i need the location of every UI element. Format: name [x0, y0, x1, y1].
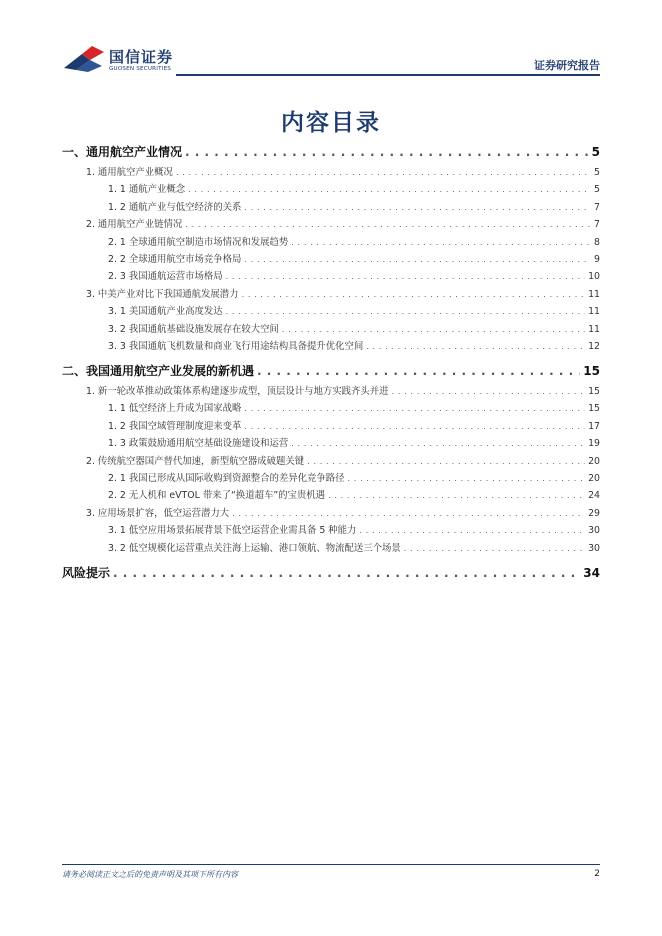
toc-leader-dots [185, 220, 591, 229]
toc-leader-dots [188, 185, 591, 194]
toc-entry-page: 9 [594, 254, 600, 265]
guosen-logo-icon [62, 44, 106, 74]
footer-divider [62, 864, 600, 865]
toc-entry-title: 二、我国通用航空产业发展的新机遇 [62, 364, 255, 378]
toc-entry-page: 10 [588, 271, 600, 283]
toc-leader-dots [244, 255, 591, 264]
toc-entry-page: 7 [594, 219, 600, 231]
toc-entry-page: 7 [594, 201, 600, 213]
toc-leader-dots [226, 272, 585, 281]
toc-entry-title: 1. 1 低空经济上升成为国家战略 [108, 403, 242, 415]
toc-entry[interactable] [62, 143, 600, 160]
toc-entry-page: 30 [588, 525, 600, 537]
toc-entry-page: 17 [588, 420, 600, 432]
toc-entry[interactable] [62, 383, 600, 397]
toc-entry-page: 29 [588, 507, 600, 519]
toc-entry-title: 3. 3 我国通航飞机数量和商业飞行用途结构具备提升优化空间 [108, 341, 364, 352]
toc-entry[interactable] [62, 400, 600, 414]
toc-entry[interactable] [62, 540, 600, 554]
toc-leader-dots [348, 474, 586, 483]
toc-entry-title: 2. 2 无人机和 eVTOL 带来了“换道超车”的宝贵机遇 [108, 490, 326, 502]
toc-leader-dots [359, 526, 585, 535]
toc-entry[interactable] [62, 164, 600, 178]
toc-leader-dots [328, 491, 585, 500]
toc-leader-dots [244, 422, 585, 431]
toc-entry[interactable] [62, 303, 600, 317]
toc-entry-title: 2. 2 全球通用航空市场竞争格局 [108, 254, 242, 265]
toc-entry[interactable] [62, 234, 600, 248]
toc-entry-page: 11 [588, 288, 600, 300]
toc-entry-title: 2. 传统航空器国产替代加速，新型航空器成破题关键 [86, 455, 305, 467]
toc-entry-title: 3. 2 我国通航基础设施发展存在较大空间 [108, 323, 279, 335]
toc-entry-page: 5 [591, 145, 600, 159]
toc-entry-title: 3. 1 低空应用场景拓展背景下低空运营企业需具备 5 种能力 [108, 525, 357, 537]
toc-leader-dots [244, 203, 591, 212]
toc-entry[interactable] [62, 321, 600, 335]
toc-entry-title: 2. 通用航空产业链情况 [86, 219, 183, 231]
toc-entry[interactable] [62, 362, 600, 379]
toc-entry[interactable] [62, 286, 600, 300]
toc-entry[interactable] [62, 418, 600, 432]
toc-entry-page: 19 [588, 438, 600, 450]
toc-entry[interactable] [62, 338, 600, 352]
toc-leader-dots [307, 457, 585, 466]
toc-entry-title: 1. 3 政策鼓励通用航空基础设施建设和运营 [108, 438, 289, 450]
toc-entry-title: 1. 2 我国空域管理制度迎来变革 [108, 420, 242, 432]
toc-entry-page: 11 [588, 323, 600, 335]
toc-entry[interactable] [62, 453, 600, 467]
toc-entry-page: 5 [594, 184, 600, 196]
toc-entry[interactable] [62, 522, 600, 536]
report-type-label: 证券研究报告 [534, 59, 600, 72]
toc-entry-page: 20 [588, 455, 600, 467]
toc-entry[interactable] [62, 251, 600, 265]
toc-leader-dots [244, 404, 585, 413]
toc-leader-dots [291, 238, 591, 247]
toc-title: 内容目录 [281, 110, 381, 136]
footer-disclaimer: 请务必阅读正文之后的免责声明及其项下所有内容 [62, 870, 238, 879]
toc-entry-title: 3. 2 低空规模化运营重点关注海上运输、港口领航、物流配送三个场景 [108, 542, 401, 554]
page-number: 2 [594, 869, 600, 879]
logo-english-name: GUOSEN SECURITIES [109, 66, 172, 72]
toc-entry-title: 一、通用航空产业情况 [62, 145, 183, 159]
toc-entry-page: 20 [588, 473, 600, 484]
toc-entry-page: 24 [588, 490, 600, 502]
toc-leader-dots [282, 325, 585, 334]
toc-entry-page: 5 [594, 167, 600, 178]
toc-leader-dots [404, 544, 585, 553]
toc-leader-dots [113, 566, 580, 580]
toc-entry-title: 2. 1 全球通用航空制造市场情况和发展趋势 [108, 236, 289, 248]
toc-leader-dots [392, 387, 586, 396]
toc-entry-title: 1. 1 通航产业概念 [108, 184, 186, 196]
toc-entry-title: 3. 应用场景扩容，低空运营潜力大 [86, 507, 230, 519]
toc-leader-dots [232, 509, 585, 518]
header-divider [176, 74, 600, 76]
toc-entry[interactable] [62, 487, 600, 501]
toc-entry-title: 风险提示 [62, 565, 111, 580]
toc-entry-page: 11 [588, 306, 600, 318]
toc-entry-page: 12 [588, 341, 600, 352]
toc-leader-dots [242, 290, 586, 299]
toc-leader-dots [176, 168, 591, 177]
toc-entry-title: 1. 2 通航产业与低空经济的关系 [108, 201, 242, 213]
toc-entry-page: 34 [583, 565, 600, 580]
toc-entry-title: 2. 3 我国通航运营市场格局 [108, 271, 223, 283]
toc-entry-title: 2. 1 我国已形成从国际收购到资源整合的差异化竞争路径 [108, 473, 345, 484]
toc-leader-dots [185, 145, 589, 159]
guosen-logo [62, 44, 192, 78]
toc-entry-title: 1. 新一轮改革推动政策体系构建逐步成型，顶层设计与地方实践齐头并进 [86, 386, 389, 397]
toc-entry-title: 1. 通用航空产业概况 [86, 167, 173, 178]
toc-entry-page: 30 [588, 542, 600, 554]
toc-entry[interactable] [62, 216, 600, 230]
toc-leader-dots [366, 342, 585, 351]
toc-entry-page: 8 [594, 236, 600, 248]
toc-entry-title: 3. 中美产业对比下我国通航发展潜力 [86, 288, 239, 300]
toc-leader-dots [291, 439, 585, 448]
page-header [0, 0, 662, 80]
toc-entry[interactable] [62, 505, 600, 519]
toc-leader-dots [257, 364, 580, 378]
logo-chinese-name: 国信证券 [109, 48, 174, 66]
toc-entry-title: 3. 1 美国通航产业高度发达 [108, 306, 223, 318]
toc-entry[interactable] [62, 564, 600, 581]
toc-entry-page: 15 [588, 403, 600, 415]
toc-entry[interactable] [62, 470, 600, 484]
toc-leader-dots [226, 307, 585, 316]
toc-entry[interactable] [62, 435, 600, 449]
toc-entry-page: 15 [583, 364, 600, 378]
toc-entry[interactable] [62, 199, 600, 213]
toc-entry[interactable] [62, 268, 600, 282]
toc-entry-page: 15 [588, 386, 600, 397]
toc-entry[interactable] [62, 181, 600, 195]
